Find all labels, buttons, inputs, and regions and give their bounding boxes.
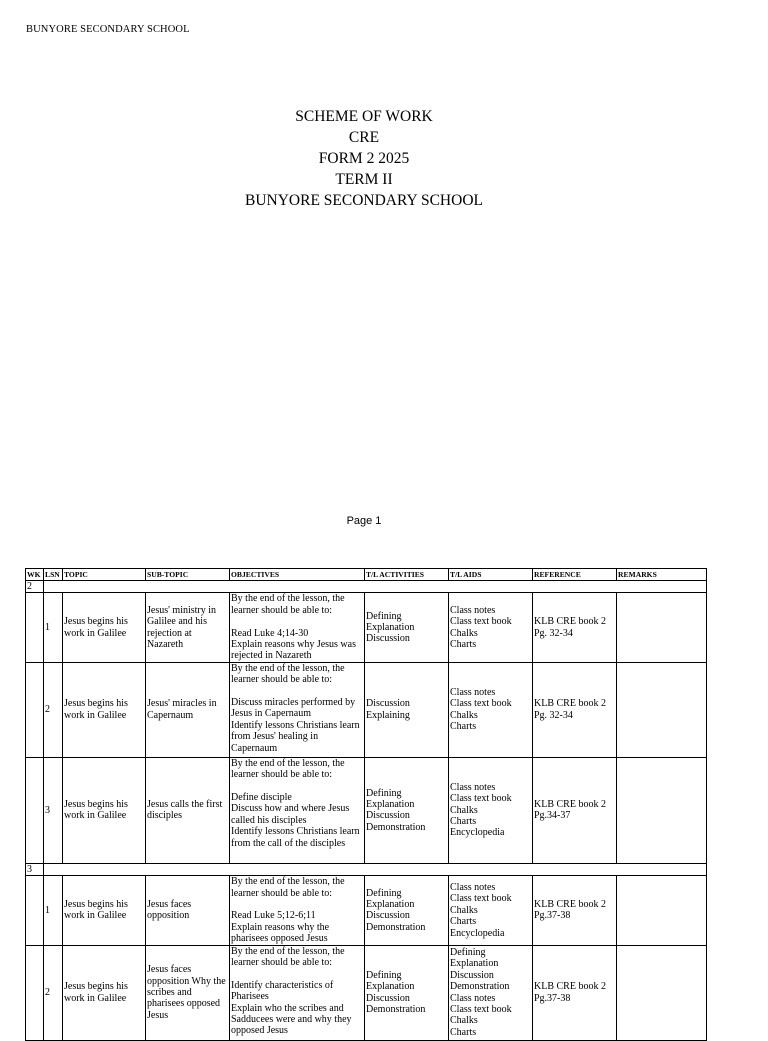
objectives-cell-line: Read Luke 5;12-6;11 (231, 910, 316, 922)
aids-cell-line: Chalks (450, 627, 478, 639)
lesson-number-cell: 1 (44, 593, 63, 662)
aids-cell-line: Charts (450, 721, 477, 733)
subtopic-cell: Jesus calls the first disciples (146, 757, 230, 863)
activities-cell (365, 757, 449, 863)
reference-cell-line: Pg. 32-34 (534, 709, 573, 721)
reference-cell-line: Pg.37-38 (534, 910, 571, 922)
reference-cell-line: Pg.37-38 (534, 992, 571, 1004)
objectives-cell-gap (231, 686, 363, 697)
objectives-cell (230, 876, 365, 945)
reference-cell (533, 757, 617, 863)
activities-cell-line: Explaining (366, 709, 410, 721)
remarks-cell (617, 757, 707, 863)
page-number: Page 1 (346, 515, 382, 527)
aids-cell-line: Charts (450, 816, 477, 828)
objectives-cell-gap (231, 616, 363, 627)
aids-cell-line: Class notes (450, 881, 496, 893)
table-row (26, 757, 707, 863)
topic-cell: Jesus begins his work in Galilee (63, 662, 146, 757)
reference-cell (533, 876, 617, 945)
lesson-number-cell: 2 (44, 662, 63, 757)
aids-cell-line: Class text book (450, 698, 512, 710)
wk-cell-empty (26, 593, 44, 662)
table-row (26, 876, 707, 945)
objectives-cell-line: Read Luke 4;14-30 (231, 627, 309, 639)
objectives-cell-line: Explain reasons why Jesus was rejected in Nazareth (231, 639, 356, 662)
activities-cell-line: Explanation (366, 899, 415, 911)
aids-cell-line: Chalks (450, 804, 478, 816)
col-header-wk: WK (26, 569, 44, 581)
lesson-number-cell: 2 (44, 945, 63, 1040)
activities-cell-line: Demonstration (366, 1004, 426, 1016)
activities-cell-line: Demonstration (366, 821, 426, 833)
aids-cell (449, 593, 533, 662)
aids-cell-line: Class notes (450, 992, 496, 1004)
objectives-cell-line: Explain reasons why the pharisees opposed Jesus (231, 921, 330, 945)
remarks-cell (617, 593, 707, 662)
aids-cell (449, 757, 533, 863)
objectives-cell-line: Discuss miracles performed by Jesus in Capernaum (231, 697, 356, 720)
week-row (26, 581, 707, 593)
objectives-cell-line: By the end of the lesson, the learner should be able to: (231, 876, 345, 899)
objectives-cell-gap (231, 968, 363, 979)
col-header-activities: T/L ACTIVITIES (365, 569, 449, 581)
aids-cell-line: Class notes (450, 687, 496, 699)
activities-cell-line: Defining (366, 887, 402, 899)
aids-cell-line: Chalks (450, 904, 478, 916)
reference-cell (533, 662, 617, 757)
table-row (26, 945, 707, 1040)
reference-cell (533, 593, 617, 662)
aids-cell-line: Defining (450, 947, 486, 959)
subtopic-cell: Jesus' miracles in Capernaum (146, 662, 230, 757)
activities-cell-line: Discussion (366, 992, 410, 1004)
reference-cell-line: KLB CRE book 2 (534, 798, 606, 810)
activities-cell-line: Discussion (366, 633, 410, 645)
scheme-table (25, 568, 707, 1041)
objectives-cell-line: By the end of the lesson, the learner should be able to: (231, 945, 345, 969)
aids-cell-line: Chalks (450, 709, 478, 721)
table-header-row (26, 569, 707, 581)
aids-cell-line: Demonstration (450, 981, 510, 993)
reference-cell-line: KLB CRE book 2 (534, 616, 606, 628)
objectives-cell-line: By the end of the lesson, the learner should be able to: (231, 757, 345, 781)
aids-cell-line: Class text book (450, 893, 512, 905)
week-row-filler (44, 581, 707, 593)
lesson-number-cell: 3 (44, 757, 63, 863)
activities-cell-line: Defining (366, 969, 402, 981)
reference-cell (533, 945, 617, 1040)
topic-cell: Jesus begins his work in Galilee (63, 593, 146, 662)
aids-cell (449, 876, 533, 945)
aids-cell-line: Class notes (450, 781, 496, 793)
reference-cell-line: KLB CRE book 2 (534, 698, 606, 710)
title-block (0, 106, 728, 211)
objectives-cell-line: By the end of the lesson, the learner should be able to: (231, 662, 345, 686)
objectives-cell (230, 945, 365, 1040)
activities-cell (365, 662, 449, 757)
activities-cell-line: Demonstration (366, 921, 426, 933)
col-header-reference: REFERENCE (533, 569, 617, 581)
activities-cell (365, 876, 449, 945)
aids-cell (449, 662, 533, 757)
activities-cell (365, 945, 449, 1040)
title-line-form: FORM 2 2025 (318, 150, 410, 167)
subtopic-cell: Jesus' ministry in Galilee and his rejection at Nazareth (146, 593, 230, 662)
activities-cell-line: Defining (366, 610, 402, 622)
week-row (26, 863, 707, 875)
aids-cell-line: Class notes (450, 604, 496, 616)
wk-cell-empty (26, 945, 44, 1040)
reference-cell-line: KLB CRE book 2 (534, 899, 606, 911)
objectives-cell-line: Identify characteristics of Pharisees (231, 979, 334, 1003)
objectives-cell-gap (231, 899, 363, 910)
activities-cell-line: Explanation (366, 621, 415, 633)
reference-cell-line: Pg. 32-34 (534, 627, 573, 639)
activities-cell (365, 593, 449, 662)
subtopic-cell: Jesus faces opposition Why the scribes and pharisees opposed Jesus (146, 945, 230, 1040)
activities-cell-line: Explanation (366, 798, 415, 810)
col-header-remarks: REMARKS (617, 569, 707, 581)
table-body (26, 581, 707, 1041)
wk-cell-empty (26, 757, 44, 863)
remarks-cell (617, 662, 707, 757)
table-row (26, 662, 707, 757)
objectives-cell (230, 662, 365, 757)
col-header-subtopic: SUB-TOPIC (146, 569, 230, 581)
remarks-cell (617, 876, 707, 945)
wk-cell-empty (26, 662, 44, 757)
aids-cell-line: Discussion (450, 969, 494, 981)
aids-cell-line: Chalks (450, 1015, 478, 1027)
objectives-cell-line: By the end of the lesson, the learner should be able to: (231, 593, 345, 616)
reference-cell-line: KLB CRE book 2 (534, 981, 606, 993)
week-number-cell: 2 (26, 581, 44, 593)
objectives-cell-line: Identify lessons Christians learn from Jesus' healing in Capernaum (231, 719, 360, 754)
aids-cell-line: Class text book (450, 1004, 512, 1016)
objectives-cell-line: Explain who the scribes and Sadducees were and why they opposed Jesus (231, 1002, 352, 1037)
lesson-number-cell: 1 (44, 876, 63, 945)
title-line-term: TERM II (335, 171, 393, 188)
title-line-subject: CRE (348, 129, 380, 146)
activities-cell-line: Explanation (366, 981, 415, 993)
document-header-school: BUNYORE SECONDARY SCHOOL (26, 24, 190, 35)
table-row (26, 593, 707, 662)
objectives-cell-line: Identify lessons Christians learn from the call of the disciples (231, 826, 360, 849)
activities-cell-line: Discussion (366, 810, 410, 822)
title-line-school: BUNYORE SECONDARY SCHOOL (245, 192, 483, 209)
objectives-cell-line: Define disciple (231, 792, 292, 804)
activities-cell-line: Discussion (366, 910, 410, 922)
col-header-objectives: OBJECTIVES (230, 569, 365, 581)
objectives-cell (230, 593, 365, 662)
wk-cell-empty (26, 876, 44, 945)
aids-cell-line: Encyclopedia (450, 827, 505, 839)
week-row-filler (44, 863, 707, 875)
aids-cell-line: Class text book (450, 616, 512, 628)
col-header-topic: TOPIC (63, 569, 146, 581)
title-line-scheme: SCHEME OF WORK (295, 108, 433, 125)
aids-cell-line: Encyclopedia (450, 927, 505, 939)
week-number-cell: 3 (26, 863, 44, 875)
aids-cell-line: Charts (450, 916, 477, 928)
aids-cell (449, 945, 533, 1040)
remarks-cell (617, 945, 707, 1040)
aids-cell-line: Charts (450, 639, 477, 651)
topic-cell: Jesus begins his work in Galilee (63, 945, 146, 1040)
activities-cell-line: Discussion (366, 698, 410, 710)
objectives-cell-gap (231, 781, 363, 792)
activities-cell-line: Defining (366, 787, 402, 799)
aids-cell-line: Explanation (450, 958, 499, 970)
col-header-aids: T/L AIDS (449, 569, 533, 581)
objectives-cell (230, 757, 365, 863)
aids-cell-line: Charts (450, 1026, 477, 1038)
aids-cell-line: Class text book (450, 793, 512, 805)
reference-cell-line: Pg.34-37 (534, 810, 571, 822)
topic-cell: Jesus begins his work in Galilee (63, 876, 146, 945)
topic-cell: Jesus begins his work in Galilee (63, 757, 146, 863)
col-header-lsn: LSN (44, 569, 63, 581)
objectives-cell-line: Discuss how and where Jesus called his disciples (231, 803, 350, 826)
subtopic-cell: Jesus faces opposition (146, 876, 230, 945)
